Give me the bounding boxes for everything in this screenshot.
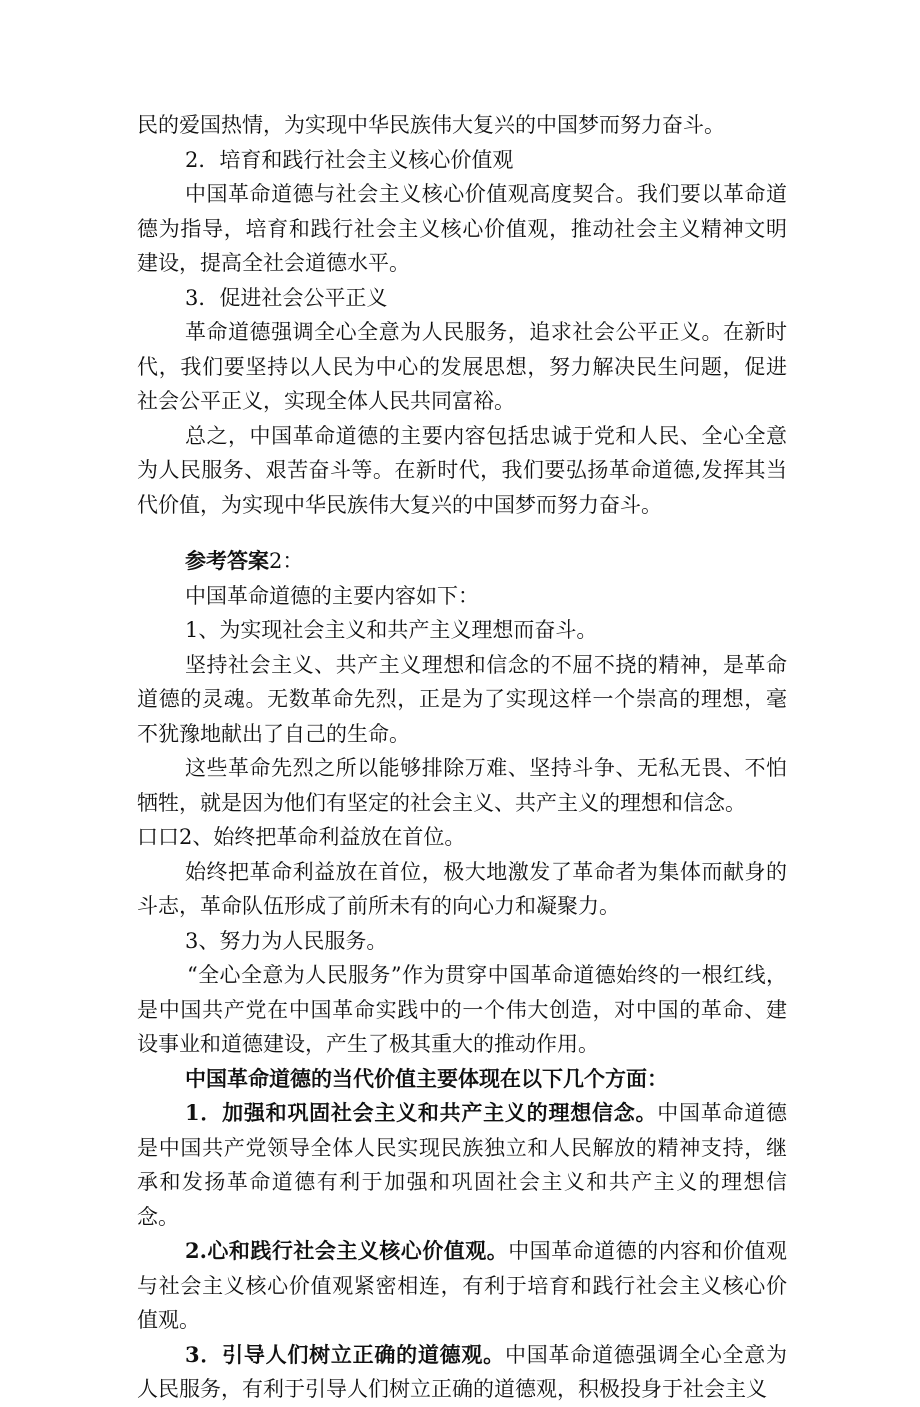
- value-point-1-title: 1．加强和巩固社会主义和共产主义的理想信念。: [185, 1100, 658, 1125]
- heading-item-3: 3．促进社会公平正义: [185, 285, 388, 310]
- section-gap: [137, 522, 787, 544]
- value-point-1-body: 中国革命道德是中国共产党领导全体人民实现民族独立和人民解放的精神支持，继承和发扬革命道德有利于加强和巩固社会主义和共产主义的理想信念。: [137, 1101, 787, 1229]
- bold-heading-text: 中国革命道德的当代价值主要体现在以下几个方面：: [185, 1065, 668, 1091]
- paragraph-continued: 民的爱国热情，为实现中华民族伟大复兴的中国梦而努力奋斗。: [137, 113, 725, 137]
- value-point-3-body: 中国革命道德强调全心全意为人民服务，有利于引导人们树立正确的道德观，积极投身于社会主义: [137, 1342, 787, 1401]
- value-point-2: [137, 1234, 787, 1338]
- paragraph: 始终把革命利益放在首位，极大地激发了革命者为集体而献身的斗志，革命队伍形成了前所未有的向心力和凝聚力。: [137, 859, 787, 918]
- value-point-1: [137, 1096, 787, 1234]
- value-point-3: [137, 1338, 787, 1407]
- paragraph: 这些革命先烈之所以能够排除万难、坚持斗争、无私无畏、不怕牺牲，就是因为他们有坚定的社会主义、共产主义的理想和信念。: [137, 756, 787, 815]
- answer-heading-number: 2：: [269, 549, 304, 573]
- list-item: 3、努力为人民服务。: [185, 928, 388, 953]
- paragraph: 坚持社会主义、共产主义理想和信念的不屈不挠的精神，是革命道德的灵魂。无数革命先烈，正是为了实现这样一个崇高的理想，毫不犹豫地献出了自己的生命。: [137, 652, 787, 746]
- document-page: [137, 108, 787, 1407]
- value-point-3-title: 3．引导人们树立正确的道德观。: [185, 1341, 505, 1367]
- value-point-2-body: 中国革命道德的内容和价值观与社会主义核心价值观紧密相连，有利于培育和践行社会主义核心价值观。: [137, 1239, 787, 1332]
- list-item: 1、为实现社会主义和共产主义理想而奋斗。: [185, 618, 598, 642]
- summary-paragraph: 总之，中国革命道德的主要内容包括忠诚于党和人民、全心全意为人民服务、艰苦奋斗等。在新时代，我们要弘扬革命道德,发挥其当代价值，为实现中华民族伟大复兴的中国梦而努力奋斗。: [137, 423, 787, 517]
- list-item: 口口2、始终把革命利益放在首位。: [137, 825, 466, 849]
- heading-item-2: 2．培育和践行社会主义核心价值观: [185, 147, 514, 172]
- paragraph: 革命道德强调全心全意为人民服务，追求社会公平正义。在新时代，我们要坚持以人民为中心的发展思想，努力解决民生问题，促进社会公平正义，实现全体人民共同富裕。: [137, 320, 787, 413]
- paragraph: 中国革命道德的主要内容如下：: [185, 583, 479, 608]
- paragraph: 中国革命道德与社会主义核心价值观高度契合。我们要以革命道德为指导，培育和践行社会主义核心价值观，推动社会主义精神文明建设，提高全社会道德水平。: [137, 182, 787, 275]
- bold-heading: [137, 1062, 787, 1097]
- answer-heading: [137, 544, 787, 579]
- answer-heading-bold: 参考答案: [185, 548, 269, 573]
- value-point-2-title: 2.心和践行社会主义核心价值观。: [185, 1238, 509, 1263]
- paragraph: “全心全意为人民服务”作为贯穿中国革命道德始终的一根红线，是中国共产党在中国革命实践中的一个伟大创造，对中国的革命、建设事业和道德建设，产生了极其重大的推动作用。: [137, 963, 787, 1056]
